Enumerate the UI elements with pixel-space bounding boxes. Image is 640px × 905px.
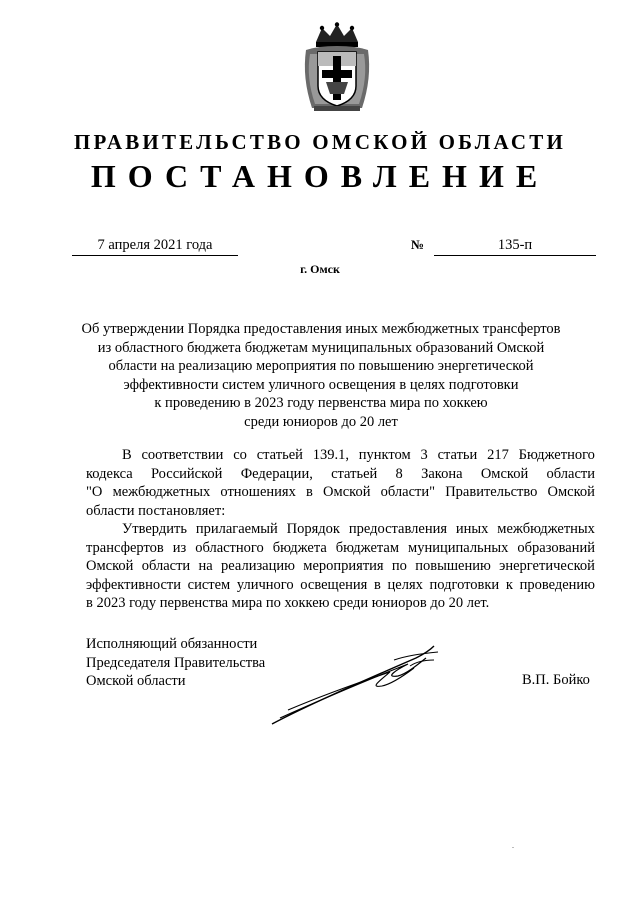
body-word: 217 xyxy=(487,447,509,463)
body-word: статьей xyxy=(256,447,303,463)
body-word: систем xyxy=(187,576,231,593)
body-word: Утвердить xyxy=(122,521,187,537)
body-word: области xyxy=(546,465,595,482)
document-type: ПОСТАНОВЛЕНИЕ xyxy=(90,158,550,194)
body-line xyxy=(86,520,595,539)
title-line: эффективности систем уличного освещения в целях подготовки xyxy=(123,376,519,393)
paragraph-1 xyxy=(86,446,595,520)
body-line: области постановляет: xyxy=(86,502,226,519)
title-line: среди юниоров до 20 лет xyxy=(244,413,398,430)
title-line: к проведению в 2023 году первенства мира по хоккею xyxy=(154,395,488,411)
body-word: кодекса xyxy=(86,465,133,482)
organization-name: ПРАВИТЕЛЬСТВО ОМСКОЙ ОБЛАСТИ xyxy=(73,130,566,154)
position-line: Председателя Правительства xyxy=(86,654,266,671)
paragraph-2 xyxy=(86,520,595,613)
body-word: к xyxy=(505,576,513,593)
body-word: Омской xyxy=(323,484,371,500)
body-word: иных xyxy=(455,521,489,537)
body-word: отношениях xyxy=(220,484,296,500)
body-word: повышению xyxy=(415,558,491,574)
document-number: 135-п xyxy=(434,236,596,256)
coat-of-arms-emblem xyxy=(300,22,374,114)
body-word: области" xyxy=(380,484,436,500)
body-word: подготовки xyxy=(429,576,500,593)
body-line xyxy=(86,539,595,558)
document-date: 7 апреля 2021 года xyxy=(72,236,238,256)
body-word: Омской xyxy=(547,484,595,500)
body-line: в 2023 году первенства мира по хоккею среди юниоров до 20 лет. xyxy=(86,595,490,611)
body-word: Порядок xyxy=(286,521,340,537)
body-word: бюджетам xyxy=(335,539,400,556)
body-line xyxy=(86,483,595,502)
body-word: Омской xyxy=(86,558,134,574)
body-word: энергетической xyxy=(499,558,595,574)
body-word: из xyxy=(172,539,187,556)
body-word: 8 xyxy=(395,465,403,482)
body-word: на xyxy=(198,558,213,574)
body-word: 139.1, xyxy=(312,447,349,463)
title-line: из областного бюджета бюджетам муниципальных образований Омской xyxy=(97,339,545,356)
body-word: освещения xyxy=(300,576,368,593)
body-word: пунктом xyxy=(358,447,411,463)
body-word: уличного xyxy=(236,576,294,593)
body-line xyxy=(86,576,595,595)
body-word: бюджета xyxy=(272,539,327,556)
body-word: статьи xyxy=(437,447,478,463)
document-body xyxy=(86,446,595,613)
signatory-position xyxy=(86,635,265,691)
scan-speck xyxy=(512,847,514,848)
title-line: области на реализацию мероприятия по повышению энергетической xyxy=(108,358,534,374)
number-sign: № xyxy=(411,237,425,252)
document-title xyxy=(80,320,562,431)
body-word: В xyxy=(122,447,132,463)
body-word: целях xyxy=(387,576,423,593)
body-word: в xyxy=(306,484,313,500)
body-word: Омской xyxy=(480,465,529,482)
body-word: 3 xyxy=(420,447,428,463)
body-word: трансфертов xyxy=(86,539,164,556)
position-line: Омской области xyxy=(86,673,186,689)
body-word: соответствии xyxy=(141,447,224,463)
body-word: Правительство xyxy=(445,484,538,500)
body-word: проведению xyxy=(519,576,595,593)
handwritten-signature xyxy=(266,636,442,730)
body-line xyxy=(86,446,595,465)
body-word: Бюджетного xyxy=(518,447,595,463)
body-word: межбюджетных xyxy=(497,521,595,537)
body-word: Федерации, xyxy=(240,465,313,482)
body-word: межбюджетных xyxy=(112,484,211,500)
body-word: области xyxy=(141,558,191,574)
body-line xyxy=(86,557,595,576)
title-line: Об утверждении Порядка предоставления иных межбюджетных трансфертов xyxy=(81,321,561,337)
body-word: по xyxy=(391,558,407,574)
position-line: Исполняющий обязанности xyxy=(86,636,258,652)
body-line xyxy=(86,465,595,484)
body-word: статьей xyxy=(331,465,378,482)
body-word: прилагаемый xyxy=(195,521,278,537)
body-word: областного xyxy=(195,539,264,556)
body-word: предоставления xyxy=(348,521,448,537)
body-word: эффективности xyxy=(86,576,181,593)
body-word: реализацию xyxy=(221,558,295,574)
body-word: "О xyxy=(86,484,103,500)
body-word: мероприятия xyxy=(303,558,384,574)
body-word: образований xyxy=(517,539,595,556)
body-word: муниципальных xyxy=(408,539,509,556)
body-word: Закона xyxy=(421,465,463,482)
body-word: со xyxy=(233,447,247,463)
body-word: Российской xyxy=(150,465,223,482)
body-word: в xyxy=(374,576,381,593)
signatory-name: В.П. Бойко xyxy=(522,672,590,688)
city: г. Омск xyxy=(300,262,340,276)
